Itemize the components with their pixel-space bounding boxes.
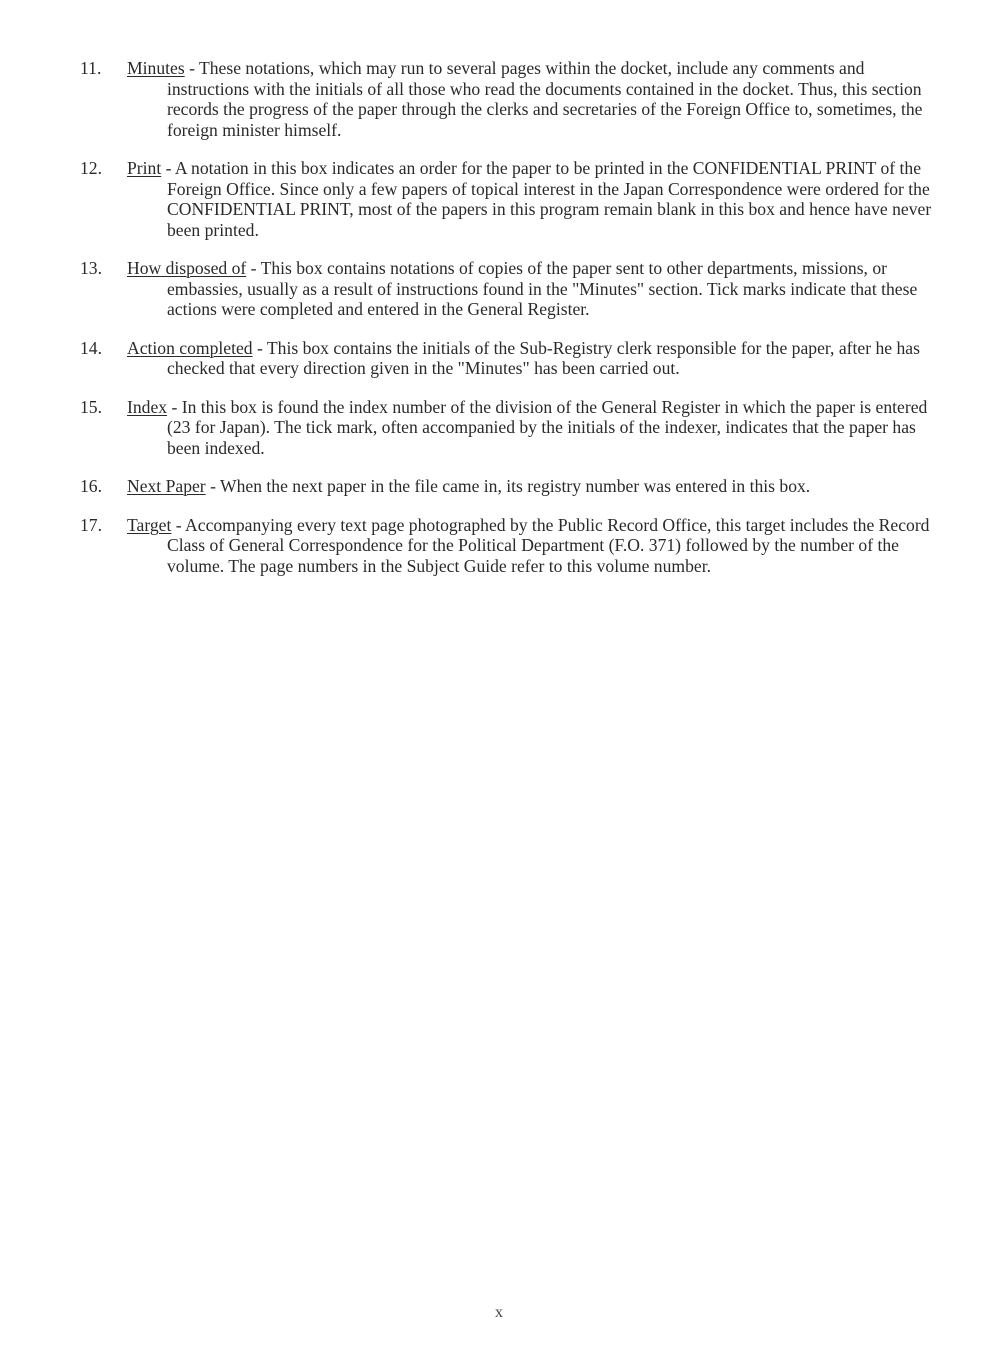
- list-item-action-completed: [80, 338, 950, 379]
- item-text: [127, 158, 950, 240]
- item-term: Minutes: [127, 58, 185, 78]
- item-number: 15.: [80, 396, 102, 417]
- item-term: How disposed of: [127, 258, 247, 278]
- list-item-index: [80, 397, 950, 459]
- list-item-minutes: [80, 58, 950, 140]
- item-number: 12.: [80, 158, 102, 178]
- item-text: [127, 515, 950, 577]
- item-body: - These notations, which may run to several pages within the docket, include any comments and instructions with the initials of all those who read the documents contained in the docket. Thus, this section records the progress of the paper through the clerks and secretaries of the Foreign Office to, sometimes, the foreign minister himself.: [167, 58, 923, 140]
- item-text: [127, 258, 950, 320]
- item-text: [127, 338, 950, 379]
- list-item-next-paper: [80, 476, 950, 497]
- numbered-list: [80, 58, 950, 594]
- list-item-print: [80, 158, 950, 240]
- list-item-target: [80, 515, 950, 577]
- item-number: 14.: [80, 337, 102, 358]
- item-number: 13.: [80, 258, 102, 278]
- item-term: Action completed: [127, 337, 253, 358]
- item-body: - A notation in this box indicates an order for the paper to be printed in the CONFIDENTIAL PRINT of the Foreign Office. Since only a few papers of topical interest in the Japan Correspondence were ordered for the CONFIDENTIAL PRINT, most of the papers in this program remain blank in this box and hence have never been printed.: [161, 158, 932, 240]
- page-number: x: [495, 1304, 503, 1321]
- item-number: 11.: [80, 58, 102, 78]
- item-body: - This box contains the initials of the Sub-Registry clerk responsible for the paper, after he has checked that every direction given in the "Minutes" has been carried out.: [167, 337, 920, 378]
- item-term: Index: [127, 396, 168, 417]
- item-body: - When the next paper in the file came in, its registry number was entered in this box.: [205, 476, 811, 496]
- item-term: Print: [127, 158, 162, 178]
- item-body: - In this box is found the index number of the division of the General Register in which the paper is entered (23 for Japan). The tick mark, often accompanied by the initials of the indexer, indicates that the paper has been indexed.: [167, 396, 928, 458]
- item-text: [127, 58, 950, 140]
- item-term: Next Paper: [127, 476, 206, 496]
- item-term: Target: [127, 514, 172, 535]
- item-number: 17.: [80, 514, 102, 535]
- list-item-how-disposed-of: [80, 258, 950, 320]
- item-text: [127, 397, 950, 459]
- item-number: 16.: [80, 476, 102, 496]
- item-body: - This box contains notations of copies of the paper sent to other departments, missions, or embassies, usually as a result of instructions found in the "Minutes" section. Tick marks indicate that these actions were completed and entered in the General Register.: [167, 258, 918, 319]
- item-text: [127, 476, 950, 497]
- item-body: - Accompanying every text page photographed by the Public Record Office, this target includes the Record Class of General Correspondence for the Political Department (F.O. 371) followed by the number of the volume. The page numbers in the Subject Guide refer to this volume number.: [167, 514, 930, 576]
